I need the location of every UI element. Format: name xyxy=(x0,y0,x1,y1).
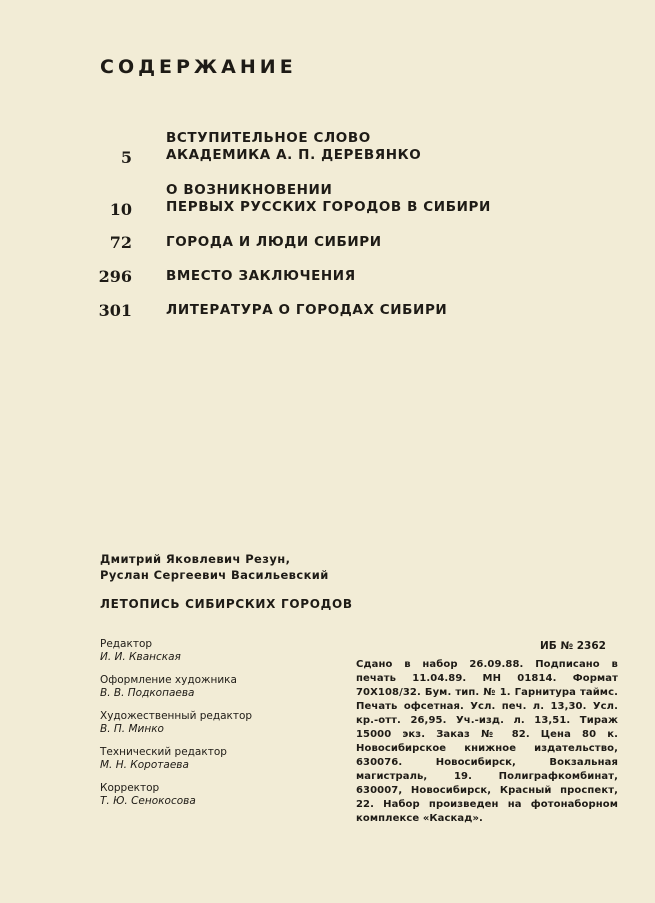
author-name: Руслан Сергеевич Васильевский xyxy=(100,568,329,582)
toc-entry-line: ВМЕСТО ЗАКЛЮЧЕНИЯ xyxy=(166,268,356,284)
credit-role: Корректор xyxy=(100,782,160,794)
author-name: Дмитрий Яковлевич Резун, xyxy=(100,552,291,566)
credits-list xyxy=(100,638,350,818)
book-title: ЛЕТОПИСЬ СИБИРСКИХ ГОРОДОВ xyxy=(100,597,353,611)
imprint-text: Сдано в набор 26.09.88. Подписано в печать 11.04.89. МН 01814. Формат 70Х108/32. Бум. тип. № 1. Гарнитура таймс. Печать офсетная. Усл. печ. л. 13,30. Усл. кр.-отт. 26,95. Уч.-изд. л. 13,51. Тираж 15000 экз. Заказ № 82. Цена 80 к. Новосибирское книжное издательство, 630076. Новосибирск, Вокзальная магистраль, 19. Полиграфкомбинат, 630007, Новосибирск, Красный проспект, 22. Набор произведен на фотонаборном комплексе «Каскад». xyxy=(356,659,618,824)
toc-page-number: 10 xyxy=(109,200,132,219)
toc-entry-line: ГОРОДА И ЛЮДИ СИБИРИ xyxy=(166,234,382,250)
toc-page-number: 301 xyxy=(98,301,132,320)
toc-entry-line: О ВОЗНИКНОВЕНИИ xyxy=(166,182,333,198)
credit-item xyxy=(100,674,350,700)
credit-role: Художественный редактор xyxy=(100,710,253,722)
toc-entry-line: ЛИТЕРАТУРА О ГОРОДАХ СИБИРИ xyxy=(166,302,448,318)
toc-entry-line: АКАДЕМИКА А. П. ДЕРЕВЯНКО xyxy=(166,147,422,163)
toc-entry-line: ВСТУПИТЕЛЬНОЕ СЛОВО xyxy=(166,130,371,146)
authors xyxy=(100,551,329,583)
toc-entry-title xyxy=(166,302,447,319)
toc-entry-title xyxy=(166,234,382,251)
credit-item xyxy=(100,746,350,772)
credit-role: Редактор xyxy=(100,638,153,650)
credit-name: Т. Ю. Сенокосова xyxy=(100,795,196,807)
toc-entry-title xyxy=(166,268,356,285)
toc-page-number: 72 xyxy=(109,233,132,252)
credit-name: В. П. Минко xyxy=(100,723,164,735)
credit-name: И. И. Кванская xyxy=(100,651,181,663)
toc-entry-title xyxy=(166,182,491,216)
toc-title: СОДЕРЖАНИЕ xyxy=(100,56,297,78)
credit-role: Оформление художника xyxy=(100,674,237,686)
toc-page-number: 296 xyxy=(98,267,132,286)
credit-role: Технический редактор xyxy=(100,746,227,758)
toc-entry-line: ПЕРВЫХ РУССКИХ ГОРОДОВ В СИБИРИ xyxy=(166,199,491,215)
credit-name: М. Н. Коротаева xyxy=(100,759,189,771)
credit-item xyxy=(100,782,350,808)
toc-page-number: 5 xyxy=(120,148,132,167)
credit-item xyxy=(100,710,350,736)
ib-number: ИБ № 2362 xyxy=(540,640,606,652)
credit-item xyxy=(100,638,350,664)
toc-entry-title xyxy=(166,130,421,164)
credit-name: В. В. Подкопаева xyxy=(100,687,195,699)
